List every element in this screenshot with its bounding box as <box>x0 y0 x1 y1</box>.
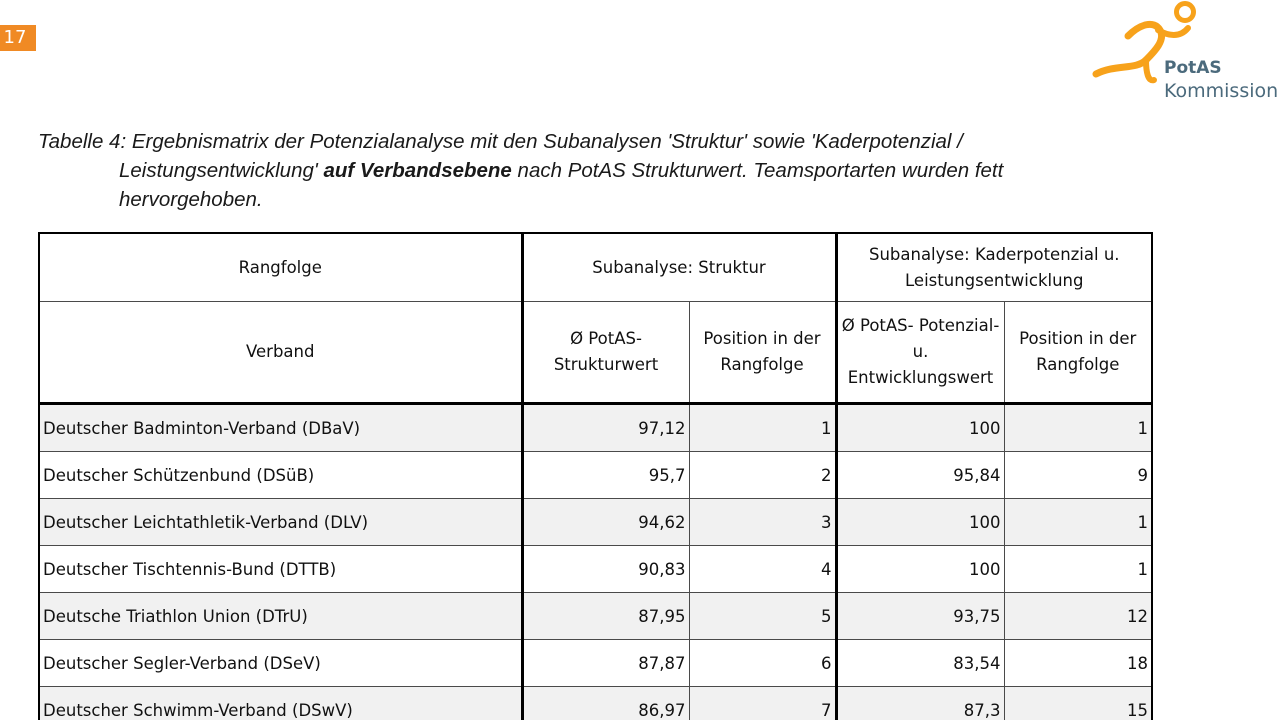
cell-verband: Deutscher Schützenbund (DSüB) <box>39 452 522 499</box>
cell-strukturwert: 95,7 <box>522 452 689 499</box>
header-verband: Verband <box>39 302 522 404</box>
header-struktur-position-line-2: Rangfolge <box>720 355 804 374</box>
caption-line-2 <box>38 156 1138 185</box>
table-row <box>39 593 1152 640</box>
header-kader-line-2: Leistungsentwicklung <box>905 270 1084 290</box>
header-kader-position-line-2: Rangfolge <box>1036 355 1120 374</box>
header-entwicklungswert <box>836 302 1004 404</box>
cell-strukturwert: 97,12 <box>522 404 689 452</box>
header-strukturwert <box>522 302 689 404</box>
logo-name: PotAS <box>1164 58 1222 78</box>
potas-logo <box>1088 0 1280 110</box>
header-subanalyse-struktur: Subanalyse: Struktur <box>522 233 836 302</box>
cell-strukturwert: 90,83 <box>522 546 689 593</box>
cell-strukturwert: 94,62 <box>522 499 689 546</box>
cell-verband: Deutscher Leichtathletik-Verband (DLV) <box>39 499 522 546</box>
caption-line-1: Tabelle 4: Ergebnismatrix der Potenzialanalyse mit den Subanalysen 'Struktur' sowie 'Kaderpotenzial / <box>38 130 963 153</box>
header-entwicklungswert-line-3: Entwicklungswert <box>847 368 994 387</box>
table-row <box>39 640 1152 687</box>
cell-kader-position: 1 <box>1004 546 1152 593</box>
cell-struktur-position: 7 <box>689 687 836 720</box>
cell-struktur-position: 3 <box>689 499 836 546</box>
result-matrix-table <box>38 232 1153 720</box>
cell-kader-position: 15 <box>1004 687 1152 720</box>
table-row <box>39 499 1152 546</box>
cell-entwicklungswert: 100 <box>836 546 1004 593</box>
caption-line-3: hervorgehoben. <box>119 188 263 211</box>
cell-strukturwert: 86,97 <box>522 687 689 720</box>
cell-verband: Deutscher Schwimm-Verband (DSwV) <box>39 687 522 720</box>
table-row <box>39 452 1152 499</box>
logo-subtitle: Kommission <box>1164 80 1279 102</box>
cell-strukturwert: 87,95 <box>522 593 689 640</box>
header-entwicklungswert-line-2: u. <box>912 342 929 361</box>
header-entwicklungswert-line-1: Ø PotAS- Potenzial- <box>841 316 1000 335</box>
cell-struktur-position: 1 <box>689 404 836 452</box>
cell-struktur-position: 5 <box>689 593 836 640</box>
header-kader-line-1: Subanalyse: Kaderpotenzial u. <box>868 244 1120 264</box>
cell-struktur-position: 2 <box>689 452 836 499</box>
header-struktur-position-line-1: Position in der <box>703 329 821 348</box>
table-row <box>39 546 1152 593</box>
group-header-row <box>39 233 1152 302</box>
caption-line-2-end: nach PotAS Strukturwert. Teamsportarten wurden fett <box>511 159 1004 182</box>
cell-kader-position: 9 <box>1004 452 1152 499</box>
caption-bold-phrase: auf Verbandsebene <box>323 159 512 182</box>
cell-entwicklungswert: 93,75 <box>836 593 1004 640</box>
header-subanalyse-kader <box>836 233 1152 302</box>
page-number: 17 <box>0 25 36 51</box>
column-header-row <box>39 302 1152 404</box>
table-row <box>39 687 1152 720</box>
header-struktur-position <box>689 302 836 404</box>
caption-line-2-start: Leistungsentwicklung' <box>119 159 324 182</box>
cell-struktur-position: 6 <box>689 640 836 687</box>
table-caption <box>38 127 1138 214</box>
header-rangfolge: Rangfolge <box>39 233 522 302</box>
cell-kader-position: 12 <box>1004 593 1152 640</box>
cell-entwicklungswert: 83,54 <box>836 640 1004 687</box>
cell-entwicklungswert: 87,3 <box>836 687 1004 720</box>
header-kader-position <box>1004 302 1152 404</box>
cell-strukturwert: 87,87 <box>522 640 689 687</box>
cell-kader-position: 18 <box>1004 640 1152 687</box>
cell-entwicklungswert: 100 <box>836 404 1004 452</box>
header-strukturwert-line-1: Ø PotAS- <box>570 329 642 348</box>
header-kader-position-line-1: Position in der <box>1019 329 1137 348</box>
cell-verband: Deutscher Segler-Verband (DSeV) <box>39 640 522 687</box>
cell-entwicklungswert: 95,84 <box>836 452 1004 499</box>
header-strukturwert-line-2: Strukturwert <box>553 355 659 374</box>
cell-verband: Deutscher Tischtennis-Bund (DTTB) <box>39 546 522 593</box>
cell-verband: Deutsche Triathlon Union (DTrU) <box>39 593 522 640</box>
cell-kader-position: 1 <box>1004 499 1152 546</box>
cell-verband: Deutscher Badminton-Verband (DBaV) <box>39 404 522 452</box>
cell-entwicklungswert: 100 <box>836 499 1004 546</box>
cell-struktur-position: 4 <box>689 546 836 593</box>
cell-kader-position: 1 <box>1004 404 1152 452</box>
table-row <box>39 404 1152 452</box>
